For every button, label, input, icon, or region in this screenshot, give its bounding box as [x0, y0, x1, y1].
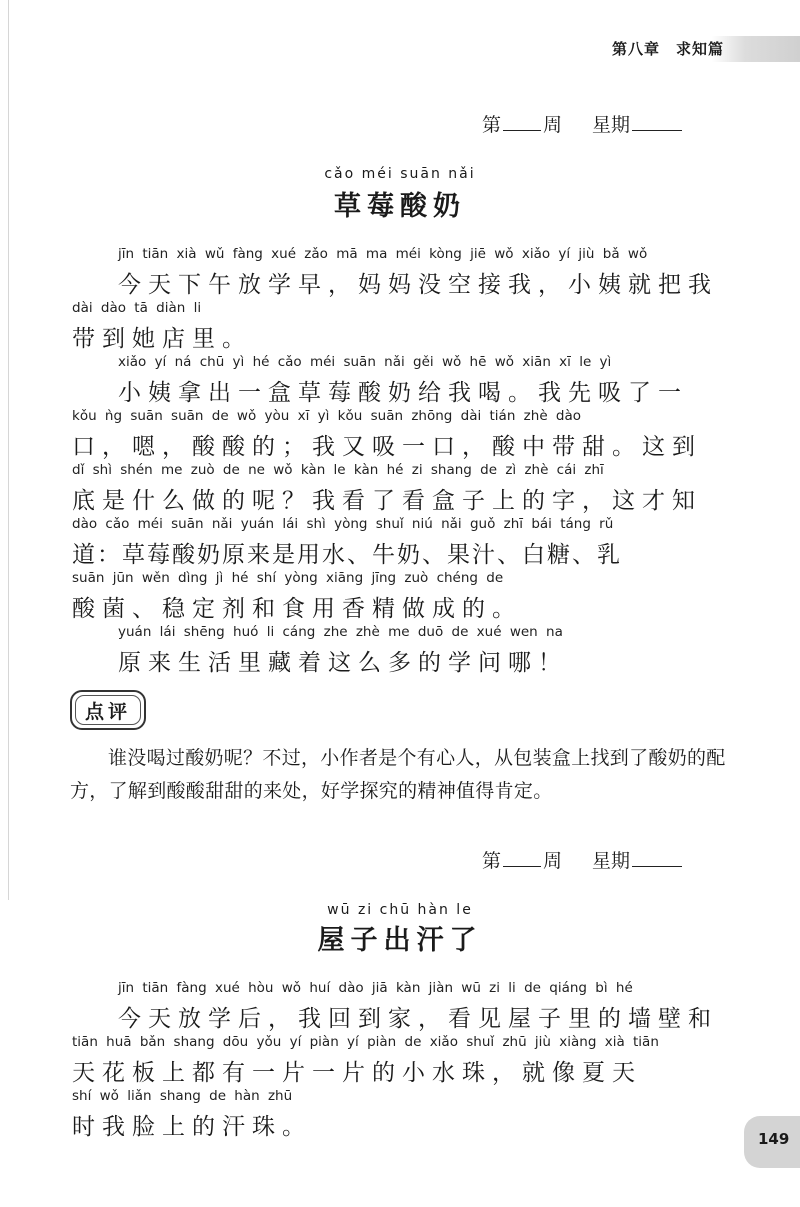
text-line: 天花板上都有一片一片的小水珠，就像夏天 — [72, 1060, 642, 1086]
week-prefix: 第 — [482, 114, 502, 136]
weekday-label: 星期 — [592, 114, 631, 136]
pinyin-line: shí wǒ liǎn shang de hàn zhū — [72, 1088, 293, 1104]
week-blank — [503, 129, 541, 131]
text-line: 底是什么做的呢？我看了看盒子上的字，这才知 — [72, 488, 702, 514]
pinyin-line: jīn tiān xià wǔ fàng xué zǎo mā ma méi kòng jiē wǒ xiǎo yí jiù bǎ wǒ — [118, 246, 648, 262]
comment-badge — [70, 690, 146, 730]
title-pinyin-1: cǎo méi suān nǎi — [324, 166, 476, 182]
text-line: 带到她店里。 — [72, 326, 252, 352]
week-mid: 周 — [543, 114, 563, 136]
text-line: 小姨拿出一盒草莓酸奶给我喝。我先吸了一 — [118, 380, 688, 406]
text-line: 酸菌、稳定剂和食用香精做成的。 — [72, 596, 522, 622]
week-line-1 — [482, 110, 684, 137]
comment-text: 谁没喝过酸奶呢？不过，小作者是个有心人，从包装盒上找到了酸奶的配方，了解到酸酸甜甜的来处，好学探究的精神值得肯定。 — [70, 747, 726, 802]
entry-title-1: 草莓酸奶 — [334, 191, 466, 222]
text-line: 今天放学后，我回到家，看见屋子里的墙壁和 — [118, 1006, 718, 1032]
weekday-label: 星期 — [592, 850, 631, 872]
pinyin-line: yuán lái shēng huó li cáng zhe zhè me duō de xué wen na — [118, 624, 563, 640]
text-line: 道：草莓酸奶原来是用水、牛奶、果汁、白糖、乳 — [72, 542, 622, 568]
week-line-2 — [482, 846, 684, 873]
pinyin-line: suān jūn wěn dìng jì hé shí yòng xiāng jīng zuò chéng de — [72, 570, 504, 586]
text-line: 今天下午放学早，妈妈没空接我，小姨就把我 — [118, 272, 718, 298]
weekday-blank — [632, 865, 682, 867]
week-blank — [503, 865, 541, 867]
page-left-rule — [8, 0, 9, 900]
text-line: 时我脸上的汗珠。 — [72, 1114, 312, 1140]
week-mid: 周 — [543, 850, 563, 872]
weekday-blank — [632, 129, 682, 131]
page-number: 149 — [758, 1130, 790, 1148]
comment-label: 点评 — [84, 700, 131, 723]
text-line: 原来生活里藏着这么多的学问哪！ — [118, 650, 568, 676]
text-line: 口，嗯，酸酸的；我又吸一口，酸中带甜。这到 — [72, 434, 702, 460]
week-prefix: 第 — [482, 850, 502, 872]
pinyin-line: jīn tiān fàng xué hòu wǒ huí dào jiā kàn jiàn wū zi li de qiáng bì hé — [118, 980, 633, 996]
pinyin-line: dǐ shì shén me zuò de ne wǒ kàn le kàn hé zi shang de zì zhè cái zhī — [72, 462, 604, 478]
pinyin-line: dào cǎo méi suān nǎi yuán lái shì yòng shuǐ niú nǎi guǒ zhī bái táng rǔ — [72, 516, 614, 532]
entry-title-2: 屋子出汗了 — [317, 925, 483, 956]
pinyin-line: kǒu ǹg suān suān de wǒ yòu xī yì kǒu suān zhōng dài tián zhè dào — [72, 408, 582, 424]
pinyin-line: tiān huā bǎn shang dōu yǒu yí piàn yí piàn de xiǎo shuǐ zhū jiù xiàng xià tiān — [72, 1034, 659, 1050]
pinyin-line: dài dào tā diàn li — [72, 300, 202, 316]
title-pinyin-2: wū zi chū hàn le — [327, 902, 473, 918]
pinyin-line: xiǎo yí ná chū yì hé cǎo méi suān nǎi gěi wǒ hē wǒ xiān xī le yì — [118, 354, 612, 370]
chapter-header: 第八章 求知篇 — [612, 40, 725, 58]
